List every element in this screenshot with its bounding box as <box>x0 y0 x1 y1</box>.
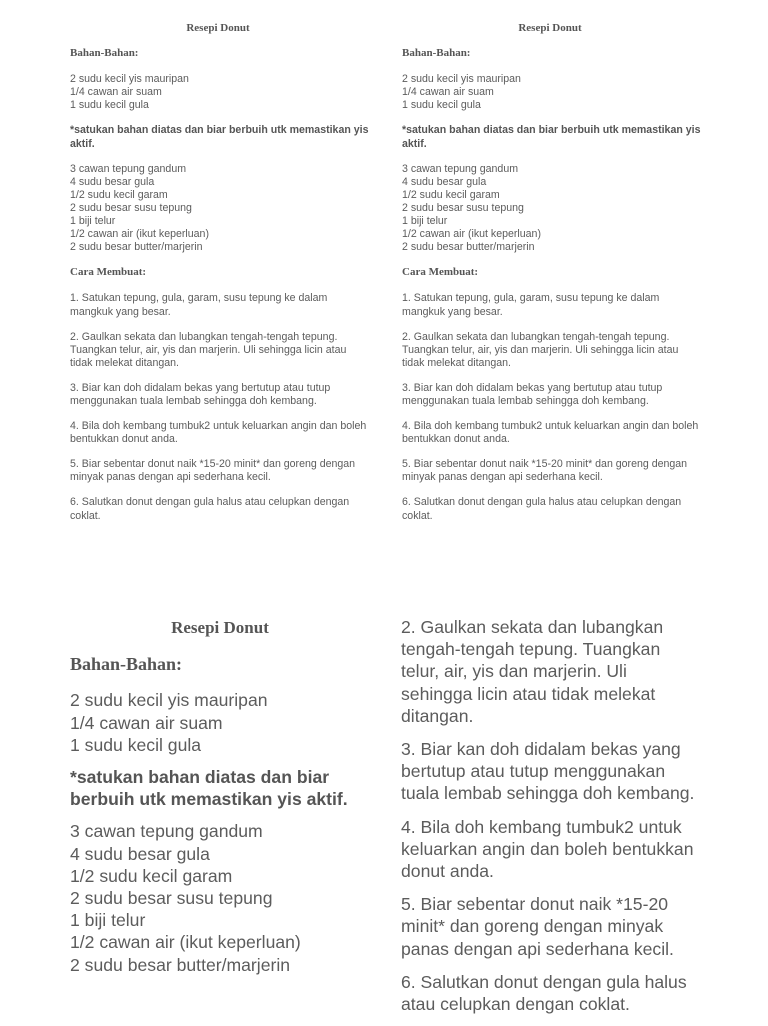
method-heading: Cara Membuat: <box>402 266 479 279</box>
ingredients-heading: Bahan-Bahan: <box>70 654 183 675</box>
recipe-panel-zoomed-right <box>401 616 701 1026</box>
method-step-6: 6. Salutkan donut dengan gula halus atau celupkan dengan coklat. <box>402 496 682 522</box>
ingredient-line: 2 sudu besar butter/marjerin <box>70 954 291 975</box>
recipe-panel-top-right <box>402 22 702 535</box>
method-step-3: 3. Biar kan doh didalam bekas yang bertutup atau tutup menggunakan tuala lembab sehingga doh kembang. <box>402 381 663 407</box>
ingredient-line: 2 sudu kecil yis mauripan <box>402 73 521 86</box>
method-step-3: 3. Biar kan doh didalam bekas yang bertutup atau tutup menggunakan tuala lembab sehingga doh kembang. <box>70 381 331 407</box>
yeast-list <box>402 73 702 112</box>
ingredient-line: 1/2 sudu kecil garam <box>402 188 500 201</box>
method-step-6: 6. Salutkan donut dengan gula halus atau celupkan dengan coklat. <box>401 971 687 1015</box>
yeast-list <box>70 689 370 756</box>
ingredient-line: 4 sudu besar gula <box>402 175 487 188</box>
ingredient-line: 1/2 cawan air (ikut keperluan) <box>402 228 541 241</box>
ingredient-line: 1/2 cawan air (ikut keperluan) <box>70 932 301 953</box>
method-step-5: 5. Biar sebentar donut naik *15-20 minit* dan goreng dengan minyak panas dengan api sederhana kecil. <box>401 894 674 959</box>
yeast-note: *satukan bahan diatas dan biar berbuih utk memastikan yis aktif. <box>70 124 369 150</box>
method-step-5: 5. Biar sebentar donut naik *15-20 minit* dan goreng dengan minyak panas dengan api sederhana kecil. <box>70 458 356 484</box>
method-step-4: 4. Bila doh kembang tumbuk2 untuk keluarkan angin dan boleh bentukkan donut anda. <box>70 420 367 446</box>
yeast-list <box>70 73 370 112</box>
recipe-panel-top-left <box>70 22 370 535</box>
dough-list <box>70 820 370 975</box>
method-heading: Cara Membuat: <box>70 266 147 279</box>
yeast-note: *satukan bahan diatas dan biar berbuih utk memastikan yis aktif. <box>70 767 348 810</box>
dough-list <box>70 163 370 255</box>
method-step-1: 1. Satukan tepung, gula, garam, susu tepung ke dalam mangkuk yang besar. <box>70 292 328 318</box>
ingredient-line: 3 cawan tepung gandum <box>70 162 187 175</box>
method-step-2: 2. Gaulkan sekata dan lubangkan tengah-tengah tepung. Tuangkan telur, air, yis dan marjerin. Uli sehingga licin atau tidak melekat ditangan. <box>402 330 679 369</box>
ingredient-line: 1 sudu kecil gula <box>402 99 481 112</box>
method-step-2: 2. Gaulkan sekata dan lubangkan tengah-tengah tepung. Tuangkan telur, air, yis dan marjerin. Uli sehingga licin atau tidak melekat ditangan. <box>401 617 664 726</box>
ingredient-line: 4 sudu besar gula <box>70 843 210 864</box>
ingredient-line: 2 sudu besar susu tepung <box>70 888 273 909</box>
ingredient-line: 4 sudu besar gula <box>70 175 155 188</box>
method-step-2: 2. Gaulkan sekata dan lubangkan tengah-tengah tepung. Tuangkan telur, air, yis dan marjerin. Uli sehingga licin atau tidak melekat ditangan. <box>70 330 347 369</box>
ingredient-line: 3 cawan tepung gandum <box>70 821 263 842</box>
method-step-6: 6. Salutkan donut dengan gula halus atau celupkan dengan coklat. <box>70 496 350 522</box>
ingredient-line: 1 sudu kecil gula <box>70 99 149 112</box>
ingredient-line: 2 sudu besar susu tepung <box>70 201 192 214</box>
ingredient-line: 2 sudu besar susu tepung <box>402 201 524 214</box>
ingredient-line: 2 sudu kecil yis mauripan <box>70 690 268 711</box>
ingredient-line: 1 biji telur <box>70 215 116 228</box>
ingredient-line: 1/2 cawan air (ikut keperluan) <box>70 228 209 241</box>
ingredients-heading: Bahan-Bahan: <box>70 47 139 60</box>
method-step-1: 1. Satukan tepung, gula, garam, susu tepung ke dalam mangkuk yang besar. <box>402 292 660 318</box>
recipe-panel-zoomed-left <box>70 617 370 986</box>
ingredient-line: 1/4 cawan air suam <box>402 86 494 99</box>
recipe-title: Resepi Donut <box>518 22 582 34</box>
method-step-3: 3. Biar kan doh didalam bekas yang bertutup atau tutup menggunakan tuala lembab sehingga doh kembang. <box>401 739 695 804</box>
ingredient-line: 1/4 cawan air suam <box>70 86 162 99</box>
ingredients-heading: Bahan-Bahan: <box>402 47 471 60</box>
recipe-title: Resepi Donut <box>186 22 250 34</box>
ingredient-line: 1 sudu kecil gula <box>70 734 202 755</box>
ingredient-line: 1 biji telur <box>402 215 448 228</box>
ingredient-line: 1/4 cawan air suam <box>70 712 223 733</box>
dough-list <box>402 163 702 255</box>
yeast-note: *satukan bahan diatas dan biar berbuih utk memastikan yis aktif. <box>402 124 701 150</box>
method-step-4: 4. Bila doh kembang tumbuk2 untuk keluarkan angin dan boleh bentukkan donut anda. <box>402 420 699 446</box>
recipe-title: Resepi Donut <box>171 618 269 637</box>
ingredient-line: 2 sudu besar butter/marjerin <box>70 241 203 254</box>
method-step-4: 4. Bila doh kembang tumbuk2 untuk keluarkan angin dan boleh bentukkan donut anda. <box>401 816 694 882</box>
ingredient-line: 1 biji telur <box>70 910 146 931</box>
ingredient-line: 1/2 sudu kecil garam <box>70 188 168 201</box>
ingredient-line: 3 cawan tepung gandum <box>402 162 519 175</box>
method-step-5: 5. Biar sebentar donut naik *15-20 minit* dan goreng dengan minyak panas dengan api sederhana kecil. <box>402 458 688 484</box>
ingredient-line: 2 sudu besar butter/marjerin <box>402 241 535 254</box>
ingredient-line: 2 sudu kecil yis mauripan <box>70 73 189 86</box>
ingredient-line: 1/2 sudu kecil garam <box>70 865 233 886</box>
